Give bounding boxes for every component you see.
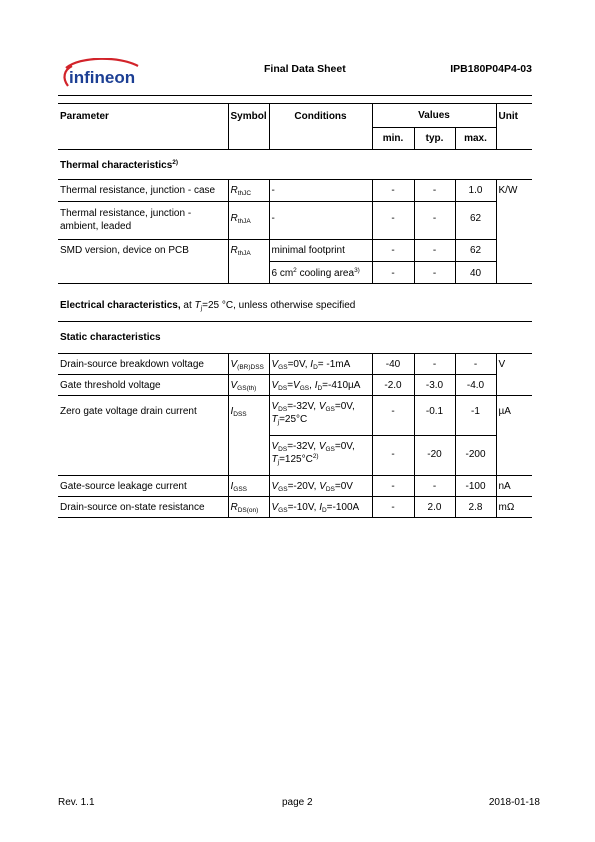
table-row: Drain-source on-state resistance $R_{DS(on)}$ $V_{GS}=-10V$, $I_D=-100A$ - 2.0 2.8 mΩ — [58, 497, 532, 518]
footer-page: page 2 — [282, 797, 313, 808]
table-row: $V_{DS}=-32V$, $V_{GS}=0V$, $T_j=125^\circ C^{2)}$ - -20 -200 — [58, 436, 532, 476]
section-row-thermal — [58, 150, 532, 180]
table-row: Gate threshold voltage $V_{GS(th)}$ $V_{DS}=V_{GS}$, $I_D=-410\mu A$ -2.0 -3.0 -4.0 — [58, 375, 532, 396]
footer-revision: Rev. 1.1 — [58, 797, 95, 808]
header-values: Values — [372, 104, 496, 128]
unit-microamp: µA — [496, 396, 532, 476]
header-symbol: Symbol — [228, 104, 269, 150]
unit-thermal: K/W — [496, 180, 532, 284]
section-title-electrical: Electrical characteristics, at $T_j=25$ °C, unless otherwise specified — [58, 284, 532, 322]
header-unit: Unit — [496, 104, 532, 150]
table-row: 6 $cm^2$ cooling area$^{3)}$ - - 40 — [58, 262, 532, 284]
header-conditions: Conditions — [269, 104, 372, 150]
section-title-static: Static characteristics — [58, 322, 532, 354]
datasheet-table — [58, 103, 532, 518]
table-row: SMD version, device on PCB $R_{thJA}$ minimal footprint - - 62 — [58, 240, 532, 262]
document-title: Final Data Sheet — [264, 63, 346, 75]
table-row: Zero gate voltage drain current $I_{DSS}$ $V_{DS}=-32V$, $V_{GS}=0V$, $T_j=25^\circ C$ - -0.1 -1 µA — [58, 396, 532, 436]
section-title-thermal: Thermal characteristics$^{2)}$ — [58, 150, 532, 180]
table-header-row — [58, 104, 532, 128]
table-row: Gate-source leakage current $I_{GSS}$ $V_{GS}=-20V$, $V_{DS}=0V$ - - -100 nA — [58, 476, 532, 497]
infineon-logo — [60, 58, 142, 92]
header-rule — [58, 95, 532, 96]
logo-text: infineon — [69, 68, 136, 87]
header-min: min. — [372, 128, 414, 150]
footer-date: 2018-01-18 — [488, 797, 540, 808]
table-row: Thermal resistance, junction - case $R_{thJC}$ - - - 1.0 K/W — [58, 180, 532, 202]
header-typ: typ. — [414, 128, 455, 150]
header-parameter: Parameter — [58, 104, 228, 150]
table-row: Drain-source breakdown voltage $V_{(BR)DSS}$ $V_{GS}=0V$, $I_D= -1mA$ -40 - - V — [58, 354, 532, 375]
unit-volt: V — [496, 354, 532, 396]
logo-swoosh — [66, 59, 138, 68]
header-max: max. — [455, 128, 496, 150]
section-row-electrical — [58, 284, 532, 322]
part-number: IPB180P04P4-03 — [450, 63, 532, 75]
section-row-static — [58, 322, 532, 354]
table-row: Thermal resistance, junction - ambient, leaded $R_{thJA}$ - - - 62 — [58, 202, 532, 240]
